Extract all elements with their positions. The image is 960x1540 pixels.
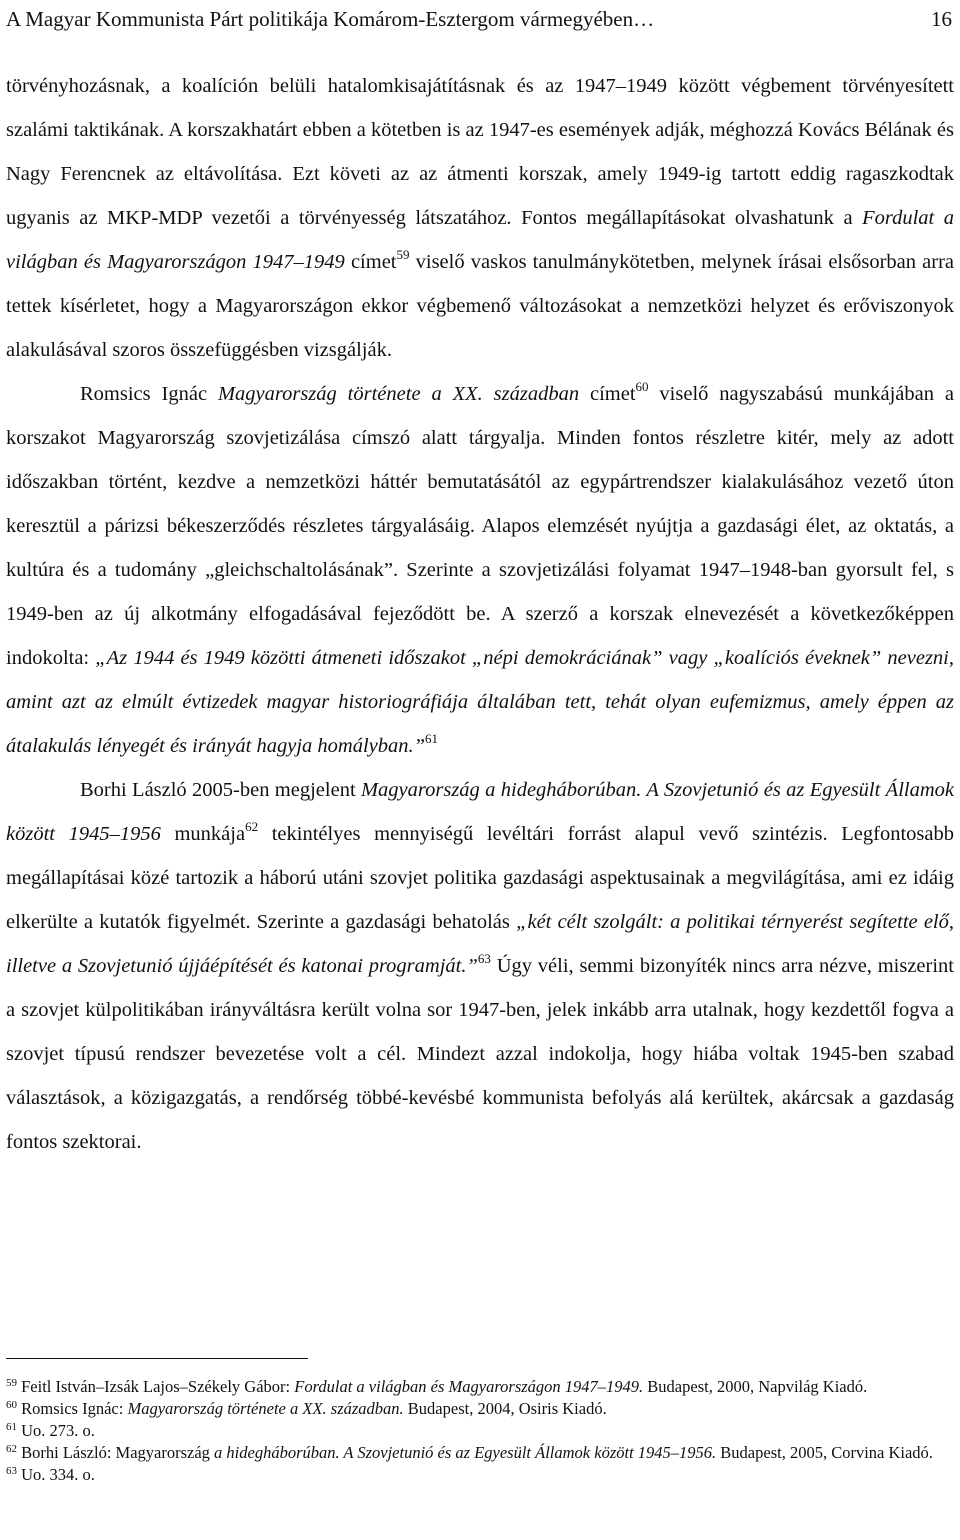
paragraph-2: Romsics Ignác Magyarország története a XX. században címet$^{60}$ viselő nagyszabású munkájában a korszakot Magyarország szovjetizálása címszó alatt tárgyalja. Minden fontos részletre kitér, mely az adott időszakban történt, kezdve a nemzetközi háttér bemutatásától az egypártrendszer kialakulásához vezető úton keresztül a párizsi békeszerződés részletes tárgyalásáig. Alapos elemzését nyújtja a gazdasági élet, az oktatás, a kultúra és a tudomány „gleichschaltolásának”. Szerinte a szovjetizálási folyamat 1947–1948-ban gyorsult fel, s 1949-ben az új alkotmány elfogadásával fejeződött be. A szerző a korszak elnevezését a következőképpen indokolta: „Az 1944 és 1949 közötti átmeneti időszakot „népi demokráciának” vagy „koalíciós éveknek” nevezni, amint azt az elmúlt évtizedek magyar historiográfiája általában tett, tehát olyan eufemizmus, amely éppen az átalakulás lényegét és irányát hagyja homályban.”$^{61}$	[6, 379, 954, 757]
header-title: A Magyar Kommunista Párt politikája Komárom-Esztergom vármegyében…	[6, 7, 655, 31]
footnote-separator	[6, 1358, 308, 1359]
footnote-62: $^{62}$ Borhi László: Magyarország a hidegháborúban. A Szovjetunió és az Egyesült Államok között 1945–1956. Budapest, 2005, Corvina Kiadó.	[6, 1443, 933, 1462]
book-title: Fordulat a világban és Magyarországon 1947–1949	[6, 207, 954, 273]
footnote-ref-59[interactable]: 59	[396, 247, 410, 262]
footnote-59: $^{59}$ Feitl István–Izsák Lajos–Székely Gábor: Fordulat a világban és Magyarországon 1947–1949. Budapest, 2000, Napvilág Kiadó.	[6, 1377, 868, 1396]
page-number: 16	[931, 7, 952, 31]
book-title: Magyarország a hidegháborúban. A Szovjetunió és az Egyesült Államok között 1945–1956	[6, 779, 954, 845]
body-text	[6, 64, 954, 1164]
paragraph-3: Borhi László 2005-ben megjelent Magyarország a hidegháborúban. A Szovjetunió és az Egyesült Államok között 1945–1956 munkája$^{62}$ tekintélyes mennyiségű levéltári forrást alapul vevő szintézis. Legfontosabb megállapításai közé tartozik a háború utáni szovjet politika gazdasági aspektusainak a megvilágítása, ami ez idáig elkerülte a kutatók figyelmét. Szerinte a gazdasági behatolás „két célt szolgált: a politikai térnyerést segítette elő, illetve a Szovjetunió újjáépítését és katonai programját.”$^{63}$ Úgy véli, semmi bizonyíték nincs arra nézve, miszerint a szovjet külpolitikában irányváltásra került volna sor 1947-ben, jelek inkább arra utalnak, hogy kezdettől fogva a szovjet típusú rendszer bevezetése volt a cél. Mindezt azzal indokolja, hogy hiába voltak 1945-ben szabad választások, a közigazgatás, a rendőrség többé-kevésbé kommunista befolyás alá kerültek, akárcsak a gazdaság fontos szektorai.	[6, 779, 955, 1153]
footnote-ref-63[interactable]: 63	[477, 951, 491, 966]
footnote-61: $^{61}$ Uo. 273. o.	[6, 1421, 95, 1440]
footnote-63: $^{63}$ Uo. 334. o.	[6, 1465, 95, 1484]
paragraph-1: törvényhozásnak, a koalíción belüli hatalomkisajátításnak és az 1947–1949 között végbement törvényesített szalámi taktikának. A korszakhatárt ebben a kötetben is az 1947-es események adják, méghozzá Kovács Bélának és Nagy Ferencnek az eltávolítása. Ezt követi az az átmenti korszak, amely 1949-ig tartott eddig ragaszkodtak ugyanis az MKP-MDP vezetői a törvényesség látszatához. Fontos megállapításokat olvashatunk a Fordulat a világban és Magyarországon 1947–1949 címet$^{59}$ viselő vaskos tanulmánykötetben, melynek írásai elsősorban arra tettek kísérletet, hogy a Magyarországon ekkor végbemenő változásokat a nemzetközi helyzet és erőviszonyok alakulásával szoros összefüggésben vizsgálják.	[6, 75, 954, 361]
footnote-ref-62[interactable]: 62	[245, 819, 259, 834]
running-header	[6, 2, 952, 36]
footnote-60: $^{60}$ Romsics Ignác: Magyarország története a XX. században. Budapest, 2004, Osiris Kiadó.	[6, 1399, 607, 1418]
footnote-ref-61[interactable]: 61	[425, 731, 439, 746]
footnotes	[6, 1366, 954, 1486]
footnote-ref-60[interactable]: 60	[635, 379, 649, 394]
quotation: „két célt szolgált: a politikai térnyerést segítette elő, illetve a Szovjetunió újjáépítését és katonai programját.”	[6, 911, 954, 977]
quotation: „Az 1944 és 1949 közötti átmeneti időszakot „népi demokráciának” vagy „koalíciós éveknek” nevezni, amint azt az elmúlt évtizedek magyar historiográfiája általában tett, tehát olyan eufemizmus, amely éppen az átalakulás lényegét és irányát hagyja homályban.”	[6, 647, 954, 757]
book-title: Magyarország története a XX. században	[217, 383, 580, 405]
